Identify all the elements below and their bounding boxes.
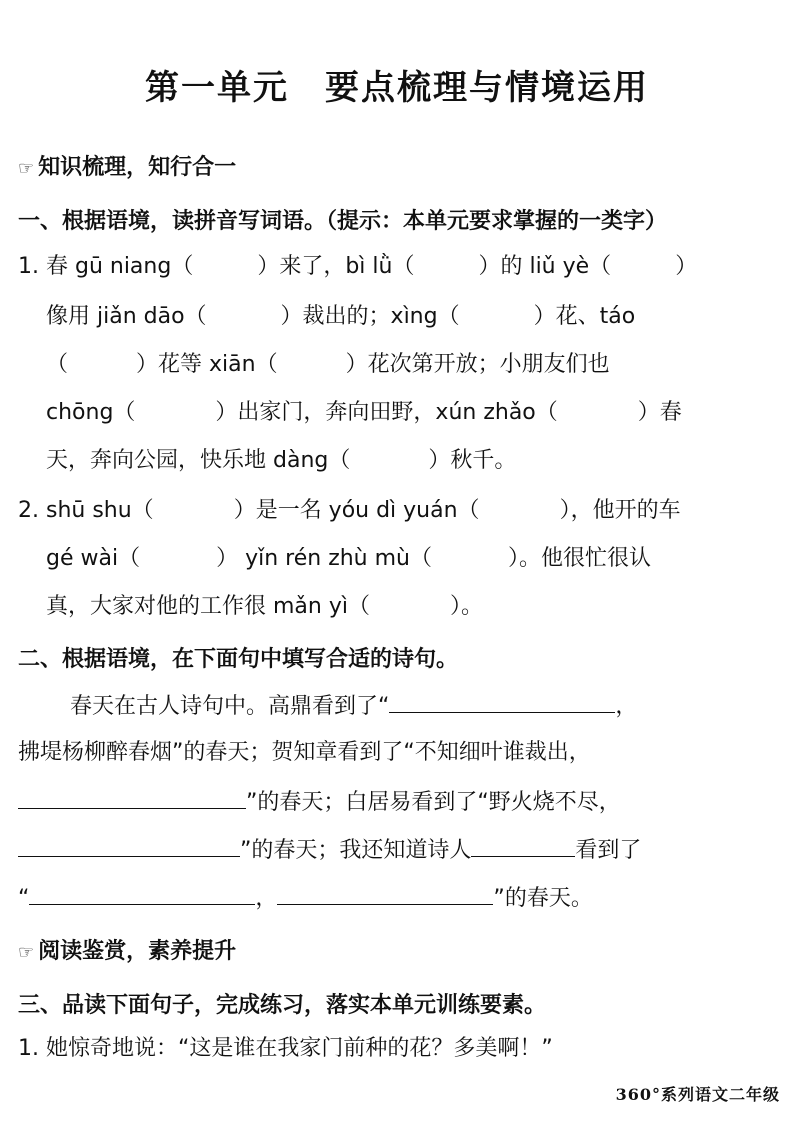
q2-line-3 (18, 786, 621, 818)
text: ”的春天；白居易看到了“野火烧不尽， (246, 790, 621, 815)
text: ）出家门，奔向田野，xún zhǎo（ (215, 400, 558, 425)
text: ”的春天；我还知道诗人 (240, 838, 472, 863)
text: ， (255, 886, 278, 911)
q2-line-1 (70, 690, 637, 722)
text: ）来了，bì lǜ（ (257, 254, 415, 279)
text: ）是一名 yóu dì yuán（ (233, 498, 480, 523)
q2-line-2: 拂堤杨柳醉春烟”的春天；贺知章看到了“不知细叶谁裁出， (18, 740, 591, 765)
text: 2. shū shu（ (18, 498, 154, 523)
text: ）花、táo (533, 304, 636, 329)
section-knowledge-label: 知识梳理，知行合一 (38, 155, 237, 180)
pointing-hand-icon: ☞ (18, 158, 35, 179)
q1-line-4 (46, 398, 682, 428)
text: ），他开的车 (559, 498, 681, 523)
answer-blank[interactable] (277, 882, 493, 905)
text: （ (46, 352, 69, 377)
q1-heading: 一、根据语境，读拼音写词语。（提示：本单元要求掌握的一类字） (18, 209, 668, 234)
text: ）花次第开放；小朋友们也 (345, 352, 610, 377)
q1-line-1 (18, 252, 697, 282)
text: ） yǐn rén zhù mù（ (216, 546, 432, 571)
answer-blank[interactable] (389, 690, 615, 713)
section-knowledge (18, 150, 236, 181)
answer-blank[interactable] (18, 834, 240, 857)
page-title: 第一单元 要点梳理与情境运用 (145, 68, 649, 108)
text: “ (18, 886, 30, 911)
text: 像用 jiǎn dāo（ (46, 304, 207, 329)
text: 天，奔向公园，快乐地 dàng（ (46, 448, 351, 473)
text: ）裁出的；xìng（ (280, 304, 460, 329)
text: 真，大家对他的工作很 mǎn yì（ (46, 594, 370, 619)
text: gé wài（ (46, 546, 141, 571)
footer-series: 360°系列语文二年级 (615, 1085, 780, 1104)
q1-line-7 (46, 544, 651, 574)
q2-line-5 (18, 882, 593, 914)
text: ）秋千。 (428, 448, 517, 473)
q1-line-6 (18, 496, 681, 526)
answer-blank[interactable] (471, 834, 575, 857)
q1-line-2 (46, 302, 635, 332)
text: ） (675, 254, 698, 279)
q3-heading: 三、品读下面句子，完成练习，落实本单元训练要素。 (18, 993, 547, 1018)
text: ）春 (637, 400, 682, 425)
text: chōng（ (46, 400, 136, 425)
text: ）。他很忙很认 (508, 546, 652, 571)
q1-line-5 (46, 446, 516, 476)
text: 看到了 (575, 838, 642, 863)
q2-line-4 (18, 834, 641, 866)
answer-blank[interactable] (29, 882, 255, 905)
q1-line-8 (46, 592, 483, 622)
text: ”的春天。 (493, 886, 593, 911)
text: ， (615, 694, 638, 719)
text: ）。 (449, 594, 483, 619)
pointing-hand-icon: ☞ (18, 942, 35, 963)
section-reading-label: 阅读鉴赏，素养提升 (38, 939, 237, 964)
text: ）的 liǔ yè（ (478, 254, 612, 279)
text: ）花等 xiān（ (136, 352, 278, 377)
q2-heading: 二、根据语境，在下面句中填写合适的诗句。 (18, 647, 459, 672)
answer-blank[interactable] (18, 786, 246, 809)
text: 1. 春 gū niang（ (18, 254, 194, 279)
q3-line-1: 1. 她惊奇地说：“这是谁在我家门前种的花？多美啊！” (18, 1036, 553, 1061)
q1-line-3 (46, 350, 610, 380)
section-reading (18, 934, 236, 965)
text: 春天在古人诗句中。高鼎看到了“ (70, 694, 390, 719)
